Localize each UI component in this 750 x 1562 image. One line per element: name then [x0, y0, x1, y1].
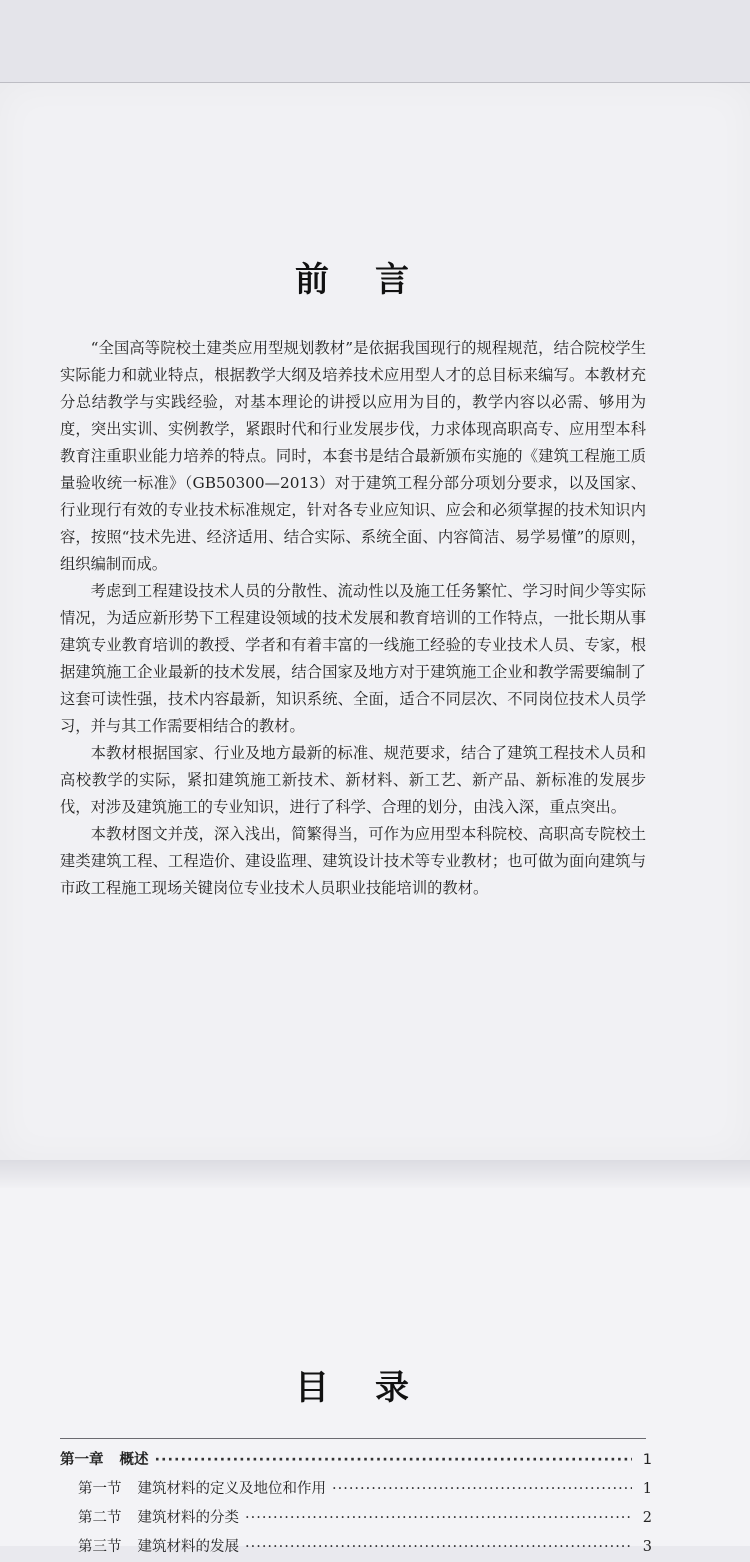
toc-section-entry[interactable]	[60, 1533, 652, 1562]
toc-entry-number: 第一章	[60, 1452, 104, 1468]
toc-entry-label: 建筑材料的发展	[137, 1539, 239, 1555]
toc-entry-number: 第三节	[78, 1539, 122, 1555]
toc-chapter-entry[interactable]	[60, 1446, 652, 1475]
toc-section-entry[interactable]	[60, 1475, 652, 1504]
toc-title: 目录	[295, 1368, 455, 1408]
preface-paragraph: 考虑到工程建设技术人员的分散性、流动性以及施工任务繁忙、学习时间少等实际情况，为适应新形势下工程建设领域的技术发展和教育培训的工作特点，一批长期从事建筑专业教育培训的教授、学者和有着丰富的一线施工经验的专业技术人员、专家，根据建筑施工企业最新的技术发展，结合国家及地方对于建筑施工企业和教学需要编制了这套可读性强，技术内容最新，知识系统、全面，适合不同层次、不同岗位技术人员学习，并与其工作需要相结合的教材。	[60, 582, 646, 735]
preface-paragraph: 本教材根据国家、行业及地方最新的标准、规范要求，结合了建筑工程技术人员和高校教学的实际，紧扣建筑施工新技术、新材料、新工艺、新产品、新标准的发展步伐，对涉及建筑施工的专业知识，进行了科学、合理的划分，由浅入深，重点突出。	[60, 744, 646, 816]
toc-entry-page: 1	[642, 1481, 652, 1497]
toc-section-entry[interactable]	[60, 1504, 652, 1533]
toc-entry-page: 1	[642, 1452, 652, 1468]
toc-entry-label: 概述	[119, 1452, 149, 1468]
toc-leader-dots	[245, 1533, 632, 1562]
preface-title: 前言	[295, 260, 455, 300]
previous-page-edge	[0, 0, 750, 83]
toc-entry-number: 第二节	[78, 1510, 122, 1526]
toc-leader-dots	[245, 1504, 632, 1533]
toc-entry-page: 2	[642, 1510, 652, 1526]
preface-paragraph: “全国高等院校土建类应用型规划教材”是依据我国现行的规程规范，结合院校学生实际能力和就业特点，根据教学大纲及培养技术应用型人才的总目标来编写。本教材充分总结教学与实践经验，对基本理论的讲授以应用为目的，教学内容以必需、够用为度，突出实训、实例教学，紧跟时代和行业发展步伐，力求体现高职高专、应用型本科教育注重职业能力培养的特点。同时，本套书是结合最新颁布实施的《建筑工程施工质量验收统一标准》（GB50300—2013）对于建筑工程分部分项划分要求，以及国家、行业现行有效的专业技术标准规定，针对各专业应知识、应会和必须掌握的技术知识内容，按照“技术先进、经济适用、结合实际、系统全面、内容简洁、易学易懂”的原则，组织编制而成。	[60, 339, 646, 573]
preface-paragraph: 本教材图文并茂，深入浅出，简繁得当，可作为应用型本科院校、高职高专院校土建类建筑工程、工程造价、建设监理、建筑设计技术等专业教材；也可做为面向建筑与市政工程施工现场关键岗位专业技术人员职业技能培训的教材。	[60, 825, 646, 897]
preface-body	[60, 335, 646, 902]
toc-divider	[60, 1438, 646, 1439]
toc-leader-dots	[155, 1446, 633, 1475]
toc-list	[60, 1446, 652, 1562]
toc-entry-label: 建筑材料的分类	[137, 1510, 239, 1526]
toc-entry-page: 3	[642, 1539, 652, 1555]
page-gap	[0, 1160, 750, 1188]
toc-entry-label: 建筑材料的定义及地位和作用	[137, 1481, 326, 1497]
toc-entry-number: 第一节	[78, 1481, 122, 1497]
toc-leader-dots	[332, 1475, 632, 1504]
